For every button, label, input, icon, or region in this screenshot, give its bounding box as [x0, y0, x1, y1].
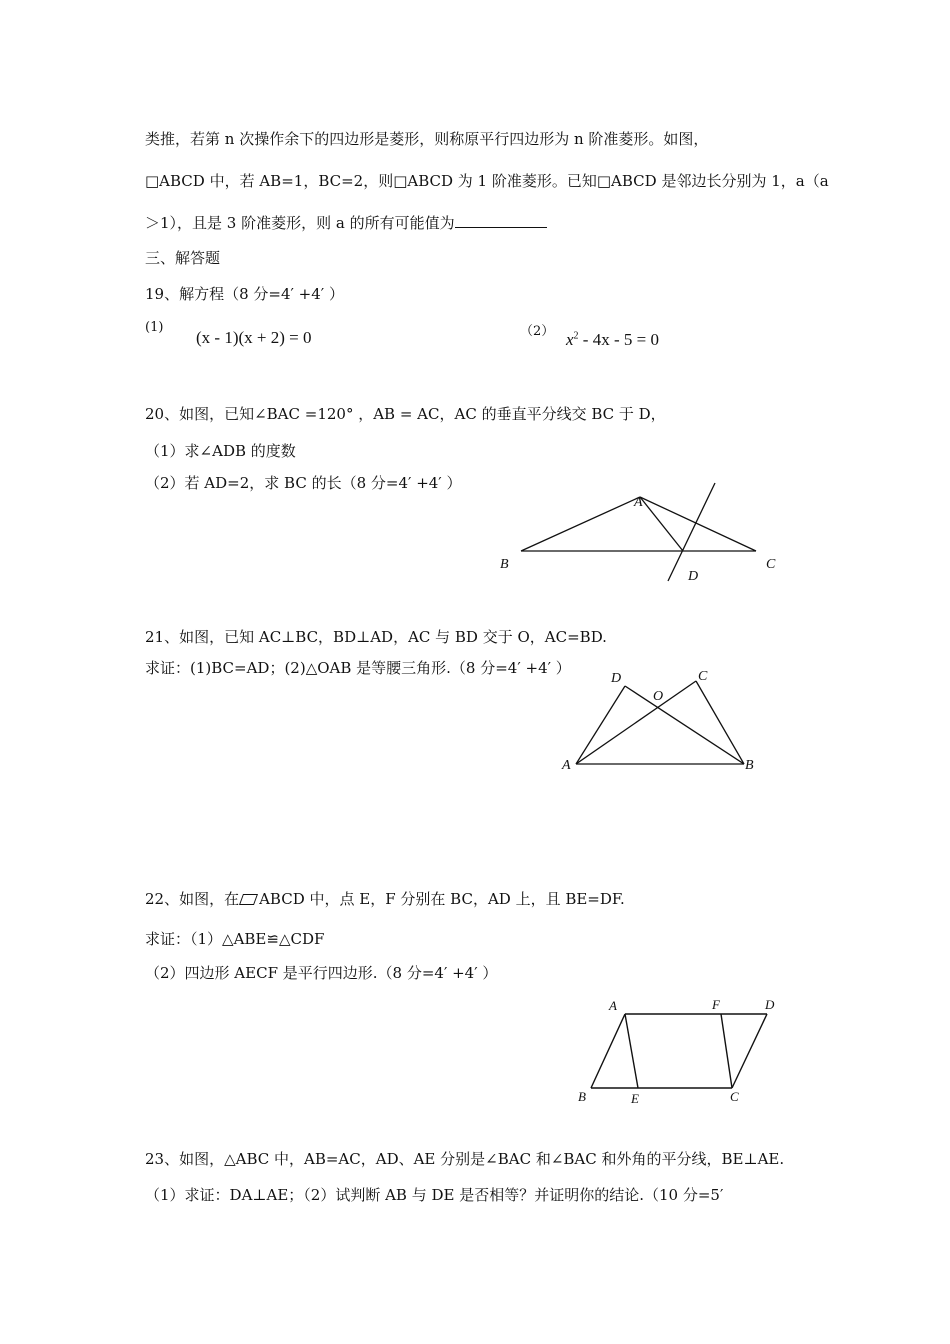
- q22-line1-pre: 22、如图，在: [145, 890, 240, 908]
- q22-label-c: C: [730, 1089, 739, 1104]
- q20-label-d: D: [688, 569, 699, 584]
- q22-label-d: D: [765, 997, 775, 1012]
- q21-line1: 21、如图，已知 AC⊥BC，BD⊥AD，AC 与 BD 交于 O，AC=BD.: [145, 628, 607, 646]
- p18-line2: □ABCD 中，若 AB=1，BC=2，则□ABCD 为 1 阶准菱形。已知□ABCD 是邻边长分别为 1，a（a: [145, 172, 829, 190]
- q19-eq2-x: x: [566, 330, 574, 349]
- q19-eq2-exponent: 2: [573, 330, 579, 342]
- q23-line1: 23、如图，△ABC 中，AB=AC，AD、AE 分别是∠BAC 和∠BAC 和外角的平分线，BE⊥AE.: [145, 1150, 785, 1168]
- p18-line3: [145, 212, 547, 233]
- q19-equation2: [566, 330, 659, 350]
- q21-label-b: B: [745, 758, 754, 773]
- q22-segment-fc: [721, 1014, 732, 1088]
- q20-perpendicular-bisector: [668, 483, 715, 581]
- q20-label-c: C: [766, 557, 776, 572]
- q20-line2: （1）求∠ADB 的度数: [145, 442, 296, 460]
- p18-line3-text: ＞1），且是 3 阶准菱形，则 a 的所有可能值为: [145, 214, 455, 232]
- q20-segment-ab: [521, 497, 640, 551]
- answer-blank: [455, 213, 547, 228]
- q19-eq2-rest: - 4x - 5 = 0: [578, 330, 659, 349]
- q23-line2: （1）求证：DA⊥AE；（2）试判断 AB 与 DE 是否相等？并证明你的结论.（10 分=5′: [145, 1186, 724, 1204]
- q19-title: 19、解方程（8 分=4′ +4′ ）: [145, 285, 344, 303]
- q21-label-a: A: [562, 758, 571, 773]
- q22-line1-post: ABCD 中，点 E，F 分别在 BC，AD 上，且 BE=DF.: [259, 890, 625, 908]
- q20-segment-ad: [640, 497, 683, 551]
- q22-segment-dc: [732, 1014, 767, 1088]
- q20-figure: [495, 480, 795, 590]
- q19-equation1: (x - 1)(x + 2) = 0: [196, 328, 312, 347]
- q22-line1: [145, 888, 625, 909]
- p18-line1: 类推，若第 n 次操作余下的四边形是菱形，则称原平行四边形为 n 阶准菱形。如图，: [145, 130, 709, 148]
- q22-line2: 求证：（1）△ABE≌△CDF: [145, 930, 325, 948]
- q21-figure: [555, 665, 765, 775]
- q22-line3: （2）四边形 AECF 是平行四边形.（8 分=4′ +4′ ）: [145, 964, 498, 982]
- q21-segment-cb: [696, 681, 744, 764]
- q22-label-a: A: [609, 998, 617, 1013]
- q20-label-a: A: [634, 495, 643, 510]
- section-title: 三、解答题: [145, 249, 221, 267]
- q19-label2: （2）: [520, 324, 555, 339]
- q21-label-o: O: [653, 689, 664, 704]
- q22-segment-ab: [591, 1014, 625, 1088]
- q21-label-d: D: [611, 671, 622, 686]
- q21-segment-ad: [576, 686, 625, 764]
- q22-figure: [570, 995, 790, 1110]
- q21-segment-db: [625, 686, 744, 764]
- q21-line2: 求证：(1)BC=AD；(2)△OAB 是等腰三角形.（8 分=4′ +4′ ）: [145, 659, 571, 677]
- q22-segment-ae: [625, 1014, 638, 1088]
- q22-label-b: B: [578, 1089, 586, 1104]
- q20-line3: （2）若 AD=2，求 BC 的长（8 分=4′ +4′ ）: [145, 474, 462, 492]
- q21-label-c: C: [698, 669, 708, 684]
- parallelogram-symbol-icon: [239, 894, 258, 905]
- q22-label-e: E: [631, 1091, 639, 1106]
- q22-label-f: F: [712, 997, 720, 1012]
- q20-segment-ac: [640, 497, 756, 551]
- q19-label1: (1): [145, 320, 164, 335]
- q20-line1: 20、如图，已知∠BAC =120° ，AB = AC，AC 的垂直平分线交 BC 于 D，: [145, 405, 666, 423]
- q20-label-b: B: [500, 557, 509, 572]
